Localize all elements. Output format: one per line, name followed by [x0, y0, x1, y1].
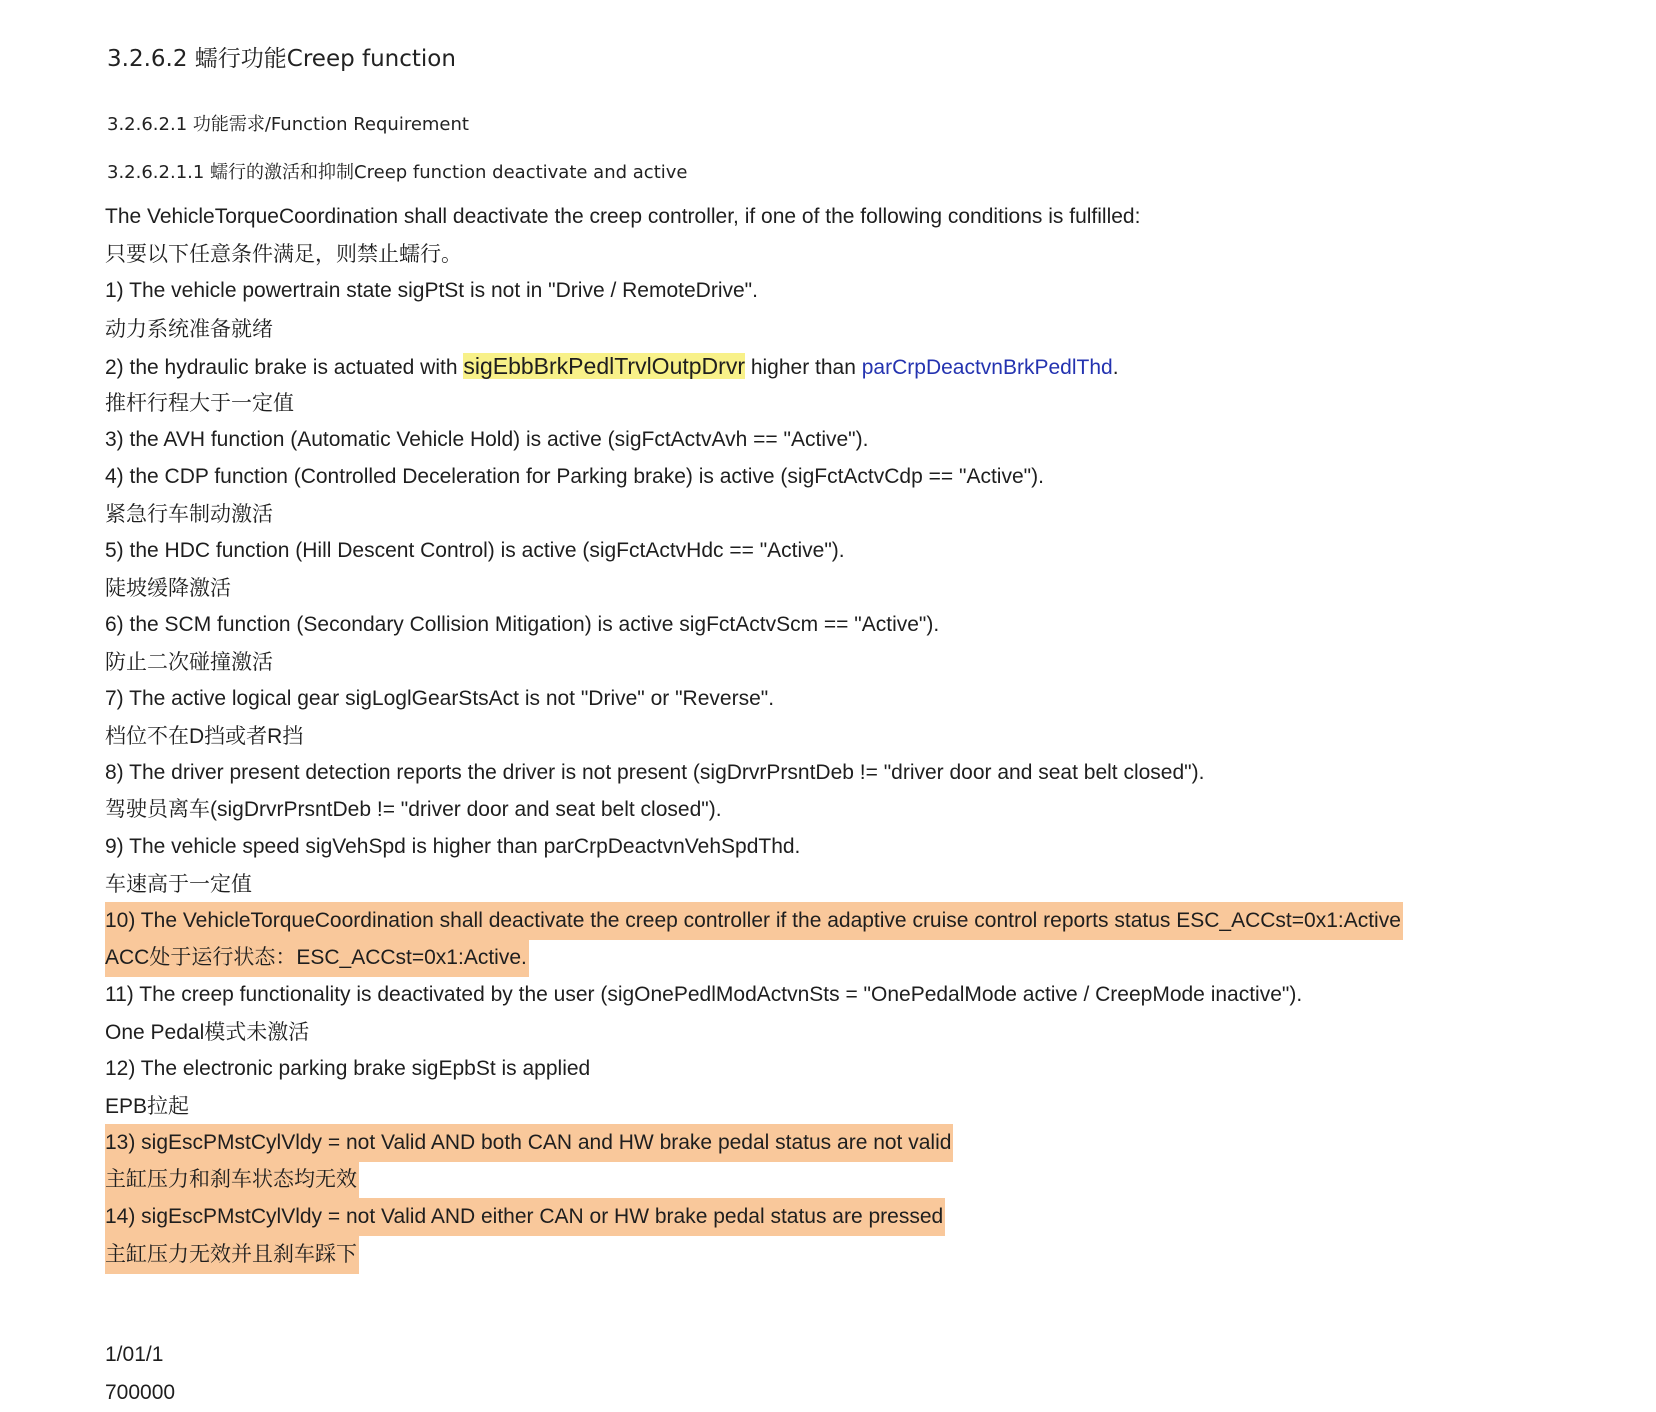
- condition-12-en: 12) The electronic parking brake sigEpbSt is applied: [105, 1057, 591, 1080]
- condition-7-en: 7) The active logical gear sigLoglGearStsAct is not "Drive" or "Reverse".: [105, 687, 775, 710]
- subsection-heading: 3.2.6.2.1 功能需求/Function Requirement: [107, 114, 469, 135]
- condition-14-en: 14) sigEscPMstCylVldy = not Valid AND either CAN or HW brake pedal status are pressed: [105, 1198, 945, 1236]
- condition-5-zh: 陡坡缓降激活: [105, 577, 231, 600]
- condition-8-zh: 驾驶员离车(sigDrvrPrsntDeb != "driver door and seat belt closed").: [105, 798, 722, 821]
- condition-11-zh: One Pedal模式未激活: [105, 1021, 310, 1044]
- condition-6-zh: 防止二次碰撞激活: [105, 651, 273, 674]
- condition-10-en: 10) The VehicleTorqueCoordination shall deactivate the creep controller if the adaptive cruise control reports status ESC_ACCst=0x1:Active: [105, 902, 1403, 940]
- condition-8-en: 8) The driver present detection reports the driver is not present (sigDrvrPrsntDeb != "driver door and seat belt closed").: [105, 761, 1205, 784]
- condition-2-en: [105, 347, 1119, 385]
- section-heading: 3.2.6.2 蠕行功能Creep function: [107, 46, 456, 72]
- condition-2-text: 2) the hydraulic brake is actuated with: [105, 356, 464, 379]
- condition-13-zh: 主缸压力和刹车状态均无效: [105, 1161, 359, 1199]
- condition-2-text: higher than: [744, 356, 862, 379]
- condition-1-zh: 动力系统准备就绪: [105, 318, 273, 341]
- parameter-link[interactable]: parCrpDeactvnBrkPedlThd: [861, 356, 1113, 379]
- condition-2-text: .: [1112, 356, 1119, 379]
- condition-14-zh: 主缸压力无效并且刹车踩下: [105, 1236, 359, 1274]
- condition-13-en: 13) sigEscPMstCylVldy = not Valid AND both CAN and HW brake pedal status are not valid: [105, 1124, 953, 1162]
- subsubsection-heading: 3.2.6.2.1.1 蠕行的激活和抑制Creep function deactivate and active: [107, 162, 688, 183]
- condition-10-zh: ACC处于运行状态：ESC_ACCst=0x1:Active.: [105, 939, 529, 977]
- condition-9-en: 9) The vehicle speed sigVehSpd is higher than parCrpDeactvnVehSpdThd.: [105, 835, 801, 858]
- condition-2-zh: 推杆行程大于一定值: [105, 392, 294, 415]
- condition-4-zh: 紧急行车制动激活: [105, 503, 273, 526]
- intro-text-zh: 只要以下任意条件满足，则禁止蠕行。: [105, 243, 462, 266]
- condition-9-zh: 车速高于一定值: [105, 873, 252, 896]
- condition-11-en: 11) The creep functionality is deactivated by the user (sigOnePedlModActvnSts = "OnePedalMode active / CreepMode inactive").: [105, 983, 1303, 1006]
- condition-1-en: 1) The vehicle powertrain state sigPtSt is not in "Drive / RemoteDrive".: [105, 279, 758, 302]
- condition-7-zh: 档位不在D挡或者R挡: [105, 725, 304, 748]
- cut-off-line: 1/01/1 700000: [105, 1343, 176, 1404]
- condition-4-en: 4) the CDP function (Controlled Deceleration for Parking brake) is active (sigFctActvCdp == "Active").: [105, 465, 1044, 488]
- condition-6-en: 6) the SCM function (Secondary Collision Mitigation) is active sigFctActvScm == "Active").: [105, 613, 940, 636]
- intro-text-en: The VehicleTorqueCoordination shall deactivate the creep controller, if one of the following conditions is fulfilled:: [105, 205, 1141, 228]
- highlighted-signal: sigEbbBrkPedlTrvlOutpDrvr: [463, 353, 745, 379]
- condition-12-zh: EPB拉起: [105, 1095, 190, 1118]
- condition-3-en: 3) the AVH function (Automatic Vehicle Hold) is active (sigFctActvAvh == "Active").: [105, 428, 869, 451]
- condition-5-en: 5) the HDC function (Hill Descent Control) is active (sigFctActvHdc == "Active").: [105, 539, 845, 562]
